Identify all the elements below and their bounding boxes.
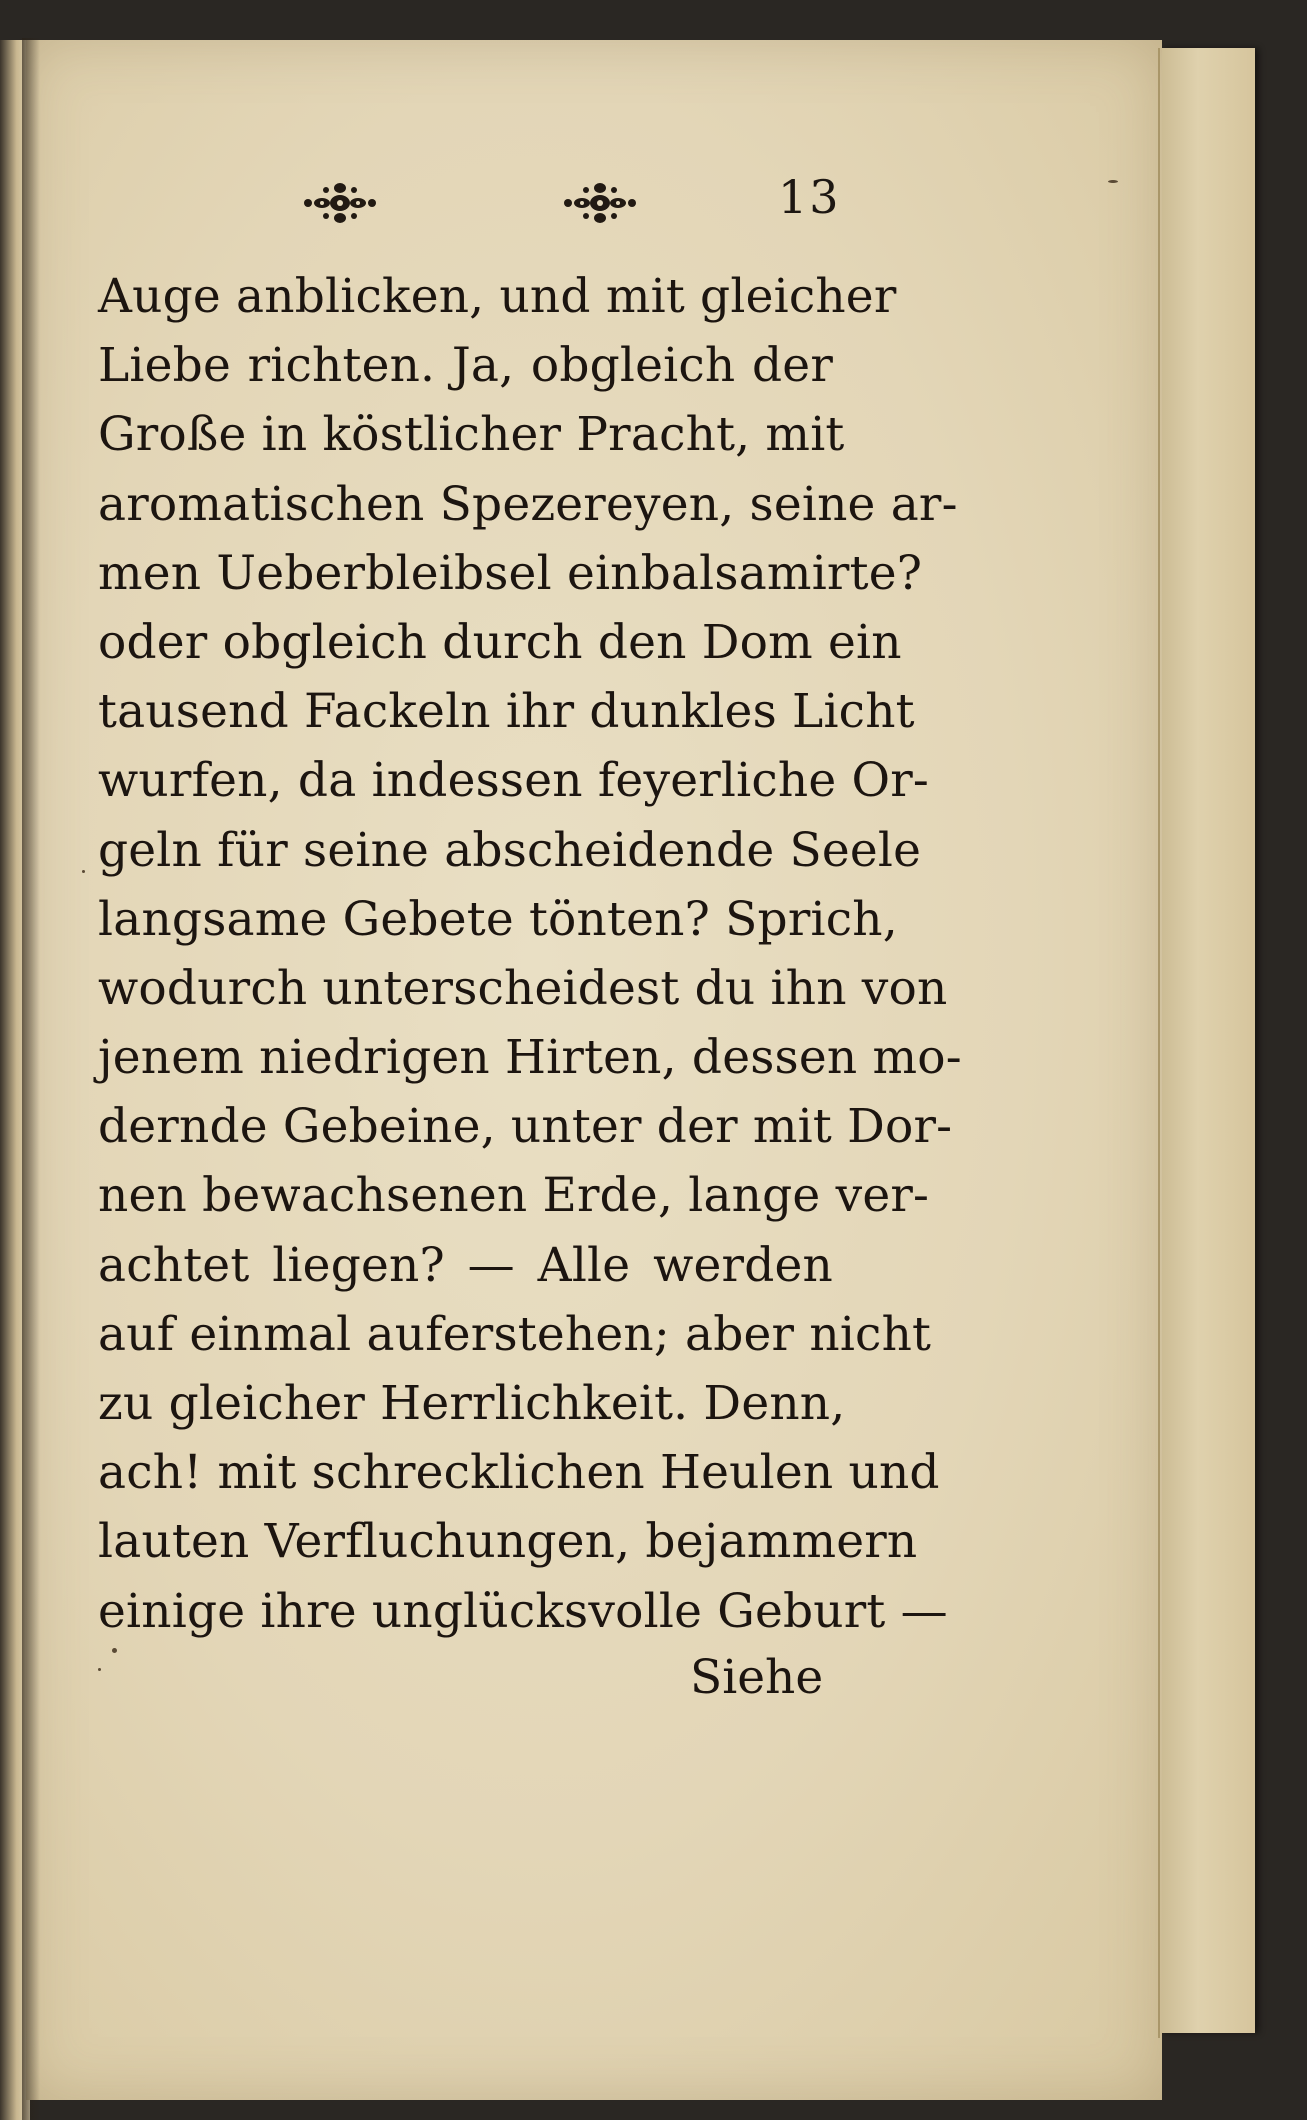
catchword: Siehe (690, 1650, 824, 1705)
text-line: achtet liegen? — Alle werden (98, 1237, 833, 1293)
text-line: lauten Verfluchungen, bejammern (98, 1514, 918, 1570)
text-line: auf einmal auferstehen; aber nicht (98, 1306, 932, 1362)
page-edge-line (1158, 48, 1160, 2038)
paper-speck (1108, 180, 1118, 183)
text-line: einige ihre unglücksvolle Geburt — (98, 1583, 948, 1639)
text-line: nen bewachsenen Erde, lange ver- (98, 1168, 930, 1224)
paper-speck (82, 870, 85, 873)
floral-ornament-icon (300, 178, 380, 228)
paper-speck (112, 1648, 117, 1653)
text-line: wodurch unterscheidest du ihn von (98, 960, 948, 1016)
page-header (300, 170, 840, 240)
text-line: zu gleicher Herrlichkeit. Denn, (98, 1376, 846, 1431)
body-text (98, 262, 962, 1646)
gutter-shadow (22, 38, 40, 2120)
text-line: geln für seine abscheidende Seele (98, 822, 922, 878)
text-line: tausend Fackeln ihr dunkles Licht (98, 684, 915, 740)
text-line: dernde Gebeine, unter der mit Dor- (98, 1099, 953, 1155)
text-line: men Ueberbleibsel einbalsamirte? (98, 545, 923, 601)
page-number: 13 (778, 170, 841, 224)
paper-speck (98, 1668, 101, 1671)
text-line: ach! mit schrecklichen Heulen und (98, 1445, 940, 1501)
back-page-edge (1160, 48, 1255, 2033)
text-line: langsame Gebete tönten? Sprich, (98, 891, 898, 947)
text-line: wurfen, da indessen feyerliche Or- (98, 753, 929, 809)
text-line: jenem niedrigen Hirten, dessen mo- (98, 1030, 962, 1086)
text-line: oder obgleich durch den Dom ein (98, 614, 902, 670)
text-line: Große in köstlicher Pracht, mit (98, 407, 845, 463)
text-line: aromatischen Spezereyen, seine ar- (98, 476, 958, 532)
floral-ornament-icon (560, 178, 640, 228)
text-line: Liebe richten. Ja, obgleich der (98, 338, 833, 394)
text-line: Auge anblicken, und mit gleicher (98, 269, 897, 324)
